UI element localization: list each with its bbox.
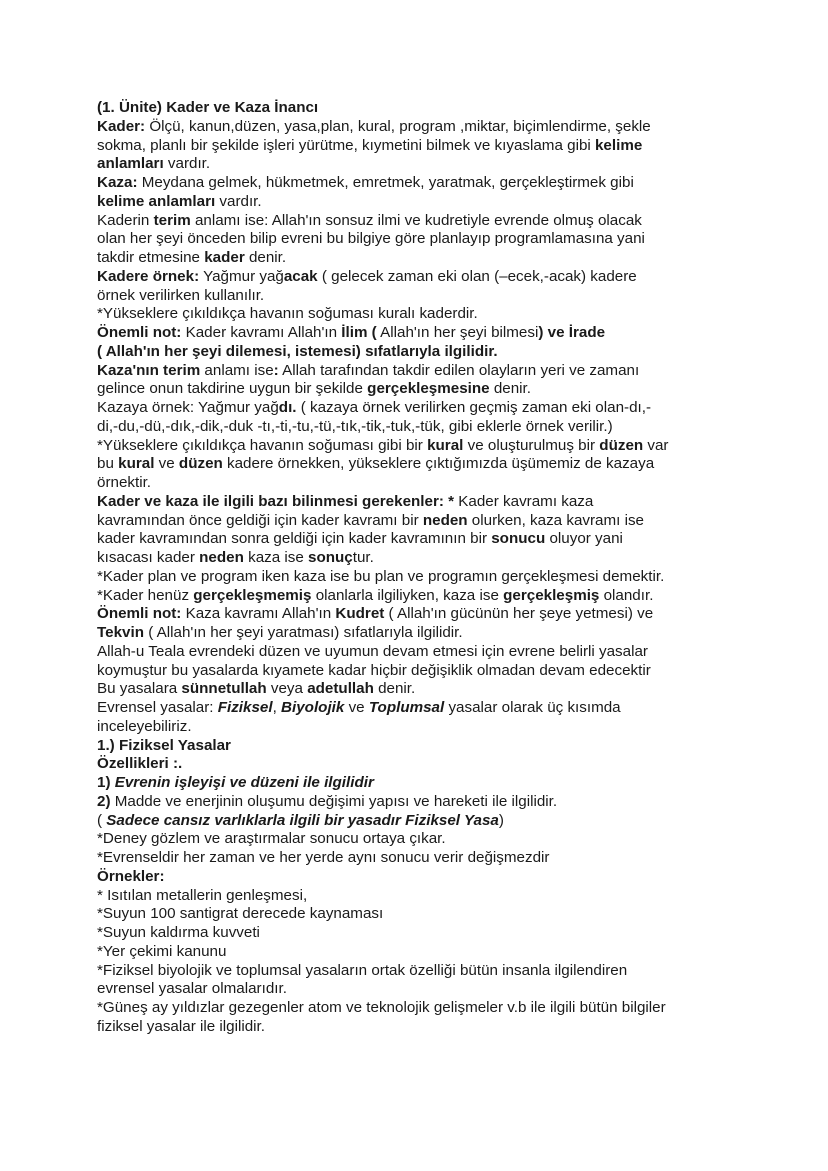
text-line [97,99,797,118]
text-line [97,755,797,774]
text-line [97,549,797,568]
emphasized-text: kelime anlamları [97,192,216,210]
emphasized-text: Tekvin [97,624,144,641]
text-run: ve oluşturulmuş bir [463,436,600,454]
text-run: *Evrenseldir her zaman ve her yerde aynı sonucu verir değişmezdir [97,849,550,866]
emphasized-text: İlim ( [341,324,377,341]
text-run: olurken, kaza kavramı ise [467,511,644,529]
text-run: yasalar olarak üç kısımda [444,699,621,716]
text-line [97,999,797,1018]
text-line [97,737,797,756]
text-run: tur. [352,549,374,566]
emphasized-text: neden [199,549,244,566]
text-run: vardır. [215,192,262,210]
emphasized-text: dı. [278,399,297,416]
text-run: gelince onun takdirine uygun bir şekilde [97,380,368,398]
text-run: denir. [244,249,287,266]
emphasized-text: sünnetullah [181,680,267,698]
text-run: kavramından önce geldiği için kader kavramı bir [97,511,423,529]
text-run: ( [97,811,107,829]
emphasized-text: terim [153,211,191,229]
text-run: Evrensel yasalar: [97,699,218,716]
emphasized-text: Kaza: [97,174,138,191]
document-body [97,99,797,1037]
text-line [97,624,797,643]
text-run: Meydana gelmek, hükmetmek, emretmek, yaratmak, gerçekleştirmek gibi [137,174,634,191]
emphasized-text: 2) [97,792,111,810]
text-line [97,849,797,868]
text-run: *Güneş ay yıldızlar gezegenler atom ve teknolojik gelişmeler v.b ile ilgili bütün bilgiler [97,999,666,1016]
text-run: Madde ve enerjinin oluşumu değişimi yapısı ve hareketi ile ilgilidir. [110,792,558,810]
emphasized-text: adetullah [307,680,374,698]
text-run: denir. [489,380,531,398]
text-run: *Kader plan ve program iken kaza ise bu plan ve programın gerçekleşmesi demektir. [97,567,665,585]
emphasized-text: ) ve İrade [538,324,606,341]
text-line [97,399,797,418]
text-run: ( gelecek zaman eki olan (–ecek,-acak) kadere [317,267,637,285]
text-run: Allah'ın her şeyi bilmesi [376,324,539,341]
text-line [97,793,797,812]
text-run: kısacası kader [97,549,200,566]
text-run: kaza ise [243,549,309,566]
emphasized-text: ( Allah'ın her şeyi dilemesi, istemesi) sıfatlarıyla ilgilidir. [97,342,498,360]
text-run: Kader kavramı Allah'ın [181,324,342,341]
text-line [97,830,797,849]
text-run: Allah-u Teala evrendeki düzen ve uyumun devam etmesi için evrene belirli yasalar [97,642,648,660]
text-line [97,962,797,981]
text-line [97,230,797,249]
emphasized-text: anlamları [97,155,164,173]
text-line [97,343,797,362]
text-line [97,324,797,343]
emphasized-text: Özellikleri :. [97,755,183,773]
text-line [97,943,797,962]
text-run: ( Allah'ın gücünün her şeye yetmesi) ve [384,605,654,623]
text-line [97,512,797,531]
text-run: *Yükseklere çıkıldıkça havanın soğuması gibi bir [97,436,428,454]
emphasized-text: Toplumsal [368,699,445,716]
text-line [97,980,797,999]
text-line [97,474,797,493]
text-run: olanlarla ilgiliyken, kaza ise [311,586,504,604]
text-run: anlamı ise [200,361,274,379]
text-run: , [272,699,282,716]
text-run: örnek verilirken kullanılır. [97,286,265,304]
emphasized-text: gerçekleşmemiş [193,586,312,604]
emphasized-text: gerçekleşmesine [367,380,490,398]
text-line [97,380,797,399]
text-run: sokma, planlı bir şekilde işleri yürütme, kıymetini bilmek ve kıyaslama gibi [97,136,595,154]
text-run: Kazaya örnek: Yağmur yağ [97,399,279,416]
text-run: ve [344,699,369,716]
text-line [97,362,797,381]
text-line [97,680,797,699]
text-line [97,605,797,624]
text-line [97,662,797,681]
emphasized-text: Kader ve kaza ile ilgili bazı bilinmesi gerekenler: * [97,492,455,510]
text-line [97,812,797,831]
text-run: Kaza kavramı Allah'ın [181,605,336,623]
text-line [97,868,797,887]
text-line [97,887,797,906]
text-line [97,568,797,587]
text-run: takdir etmesine [97,249,205,266]
text-line [97,493,797,512]
text-run: olan her şeyi önceden bilip evreni bu bilgiye göre planlayıp programlamasına yani [97,230,645,248]
text-line [97,699,797,718]
emphasized-text: Sadece cansız varlıklarla ilgili bir yasadır Fiziksel Yasa [106,811,499,829]
text-line [97,212,797,231]
text-run: evrensel yasalar olmalarıdır. [97,980,287,998]
emphasized-text: : [273,361,279,379]
emphasized-text: Kadere örnek: [97,267,200,285]
emphasized-text: kural [427,436,464,454]
text-run: *Yükseklere çıkıldıkça havanın soğuması kuralı kaderdir. [97,305,478,323]
text-run: ve [154,455,179,473]
text-run: oluyor yani [545,530,623,548]
emphasized-text: sonuç [308,549,353,566]
emphasized-text: Evrenin işleyişi ve düzeni ile ilgilidir [114,774,374,791]
text-line [97,924,797,943]
emphasized-text: kader [204,249,245,266]
text-run: ( Allah'ın her şeyi yaratması) sıfatlarıyla ilgilidir. [144,624,463,641]
text-run: veya [266,680,308,698]
emphasized-text: Kaza'nın terim [97,361,201,379]
text-line [97,418,797,437]
emphasized-text: Örnekler: [97,867,165,885]
text-run: ) [498,811,504,829]
text-line [97,774,797,793]
text-run: di,-du,-dü,-dık,-dik,-duk -tı,-ti,-tu,-tü,-tık,-tik,-tuk,-tük, gibi eklerle örnek verilir.) [97,417,613,435]
emphasized-text: acak [283,267,318,285]
text-run: *Kader henüz [97,586,194,604]
text-run: anlamı ise: Allah'ın sonsuz ilmi ve kudretiyle evrende olmuş olacak [190,211,642,229]
text-line [97,268,797,287]
emphasized-text: (1. Ünite) Kader ve Kaza İnancı [97,99,319,116]
text-run: Allah tarafından takdir edilen olayların yeri ve zamanı [278,361,640,379]
emphasized-text: Biyolojik [281,699,345,716]
text-run: bu [97,455,119,473]
text-run: inceleyebiliriz. [97,717,192,735]
text-line [97,1018,797,1037]
text-line [97,305,797,324]
emphasized-text: düzen [599,436,644,454]
text-run: * Isıtılan metallerin genleşmesi, [97,886,308,904]
text-run: kadere örnekken, yükseklere çıktığımızda üşümemiz de kazaya [222,455,655,473]
emphasized-text: Önemli not: [97,324,182,341]
text-run: *Suyun kaldırma kuvveti [97,924,260,941]
emphasized-text: 1) [97,774,115,791]
emphasized-text: Fiziksel [217,699,273,716]
text-line [97,437,797,456]
emphasized-text: Önemli not: [97,605,182,623]
text-line [97,118,797,137]
text-line [97,643,797,662]
text-run: var [643,436,669,454]
text-line [97,455,797,474]
emphasized-text: kural [118,455,155,473]
text-run: *Deney gözlem ve araştırmalar sonucu ortaya çıkar. [97,830,446,848]
text-line [97,193,797,212]
text-run: Bu yasalara [97,680,182,698]
text-run: ( kazaya örnek verilirken geçmiş zaman eki olan-dı,- [296,399,652,416]
emphasized-text: Kudret [335,605,385,623]
emphasized-text: Kader: [97,117,146,135]
emphasized-text: düzen [178,455,223,473]
text-line [97,249,797,268]
text-line [97,718,797,737]
text-run: denir. [373,680,416,698]
text-run: koymuştur bu yasalarda kıyamete kadar hiçbir değişiklik olmadan devam edecektir [97,661,651,679]
text-line [97,530,797,549]
emphasized-text: sonucu [491,530,546,548]
text-run: olandır. [599,586,654,604]
text-run: Yağmur yağ [199,267,284,285]
emphasized-text: neden [422,511,468,529]
text-run: kader kavramından sonra geldiği için kader kavramının bir [97,530,492,548]
text-line [97,155,797,174]
text-run: Kader kavramı kaza [454,492,594,510]
text-run: *Suyun 100 santigrat derecede kaynaması [97,905,384,923]
text-line [97,905,797,924]
text-run: Kaderin [97,211,154,229]
text-line [97,287,797,306]
text-run: vardır. [163,155,211,173]
text-run: *Yer çekimi kanunu [97,942,227,960]
text-run: fiziksel yasalar ile ilgilidir. [97,1017,265,1035]
emphasized-text: 1.) Fiziksel Yasalar [97,736,231,754]
text-run: Ölçü, kanun,düzen, yasa,plan, kural, program ,miktar, biçimlendirme, şekle [145,117,651,135]
text-run: *Fiziksel biyolojik ve toplumsal yasaların ortak özelliği bütün insanla ilgilendiren [97,961,628,979]
text-line [97,587,797,606]
text-line [97,137,797,156]
text-run: örnektir. [97,474,152,491]
emphasized-text: kelime [594,136,643,154]
emphasized-text: gerçekleşmiş [503,586,600,604]
text-line [97,174,797,193]
